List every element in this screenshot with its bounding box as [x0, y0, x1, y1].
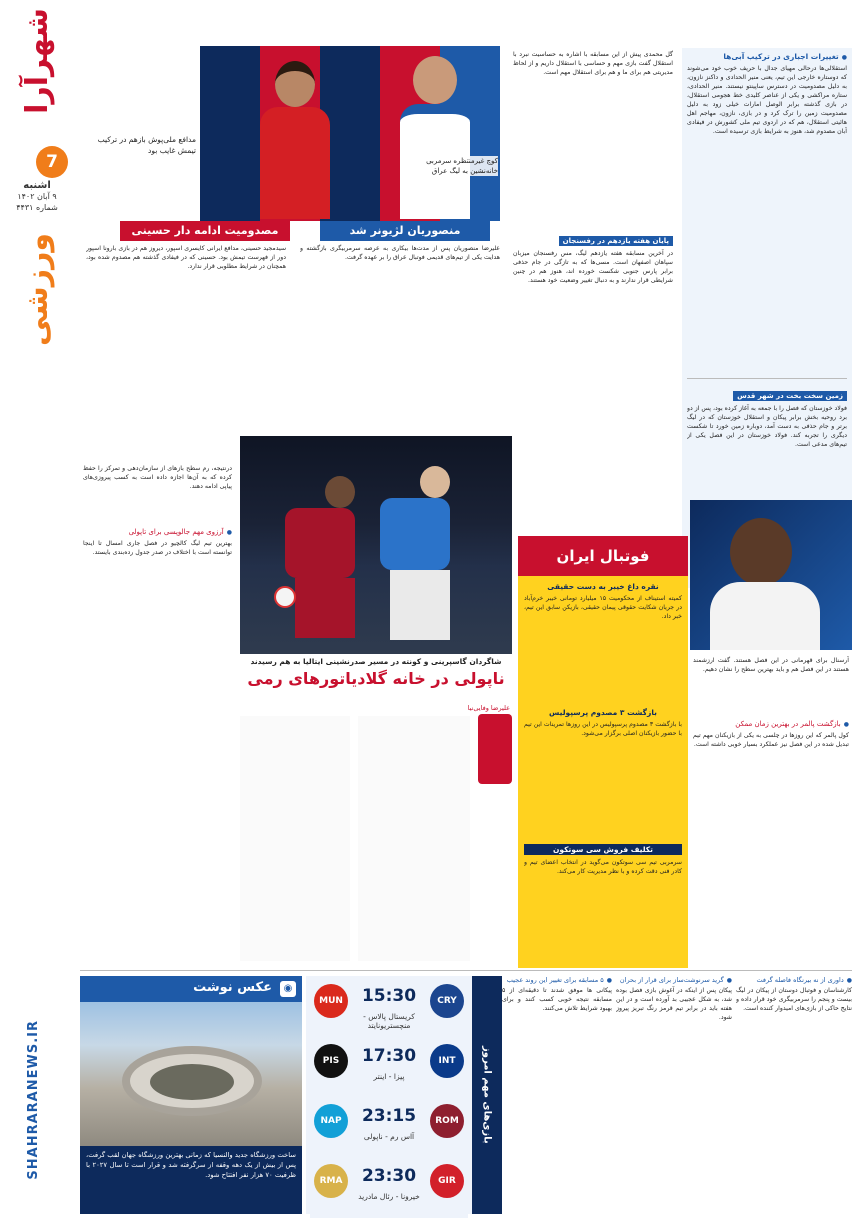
- crystal-palace-logo: CRY: [430, 984, 464, 1018]
- date-line: ۹ آبان ۱۴۰۲: [17, 192, 57, 201]
- roma-logo: ROM: [430, 1104, 464, 1138]
- col2-top: [510, 48, 676, 448]
- iran-h1: نقره داغ خیبر به دست حقیقی: [547, 582, 659, 591]
- article-top-right: علیرضا منصوریان پس از مدت‌ها بیکاری به عرصه سرمربیگری بازگشته و هدایت یکی از تیم‌های قدیمی فوتبال عراق را بر عهده گرفت.: [300, 245, 500, 261]
- main-label: شاگردان گاسپرینی و کونته در مسیر صدرنشینی ایتالیا به هم رسیدند: [250, 657, 502, 666]
- col2-heading-1: پایان هفته یازدهم در رفسنجان: [559, 236, 673, 246]
- col1-heading-2: زمین سخت بخت در شهر قدس: [733, 391, 847, 401]
- photo-news-caption: ساخت ورزشگاه جدید والنسیا که زمانی بهترین ورزشگاه جهان لقب گرفت، پس از بیش از یک دهه وقفه از سرگرفته شد و قرار است تا سال ۲۰۲۷ با ظرفیت ۷۰ هزار نفر افتتاح شود.: [80, 1146, 302, 1214]
- fixture-4[interactable]: [310, 1156, 468, 1218]
- small-article-3: [502, 976, 612, 1214]
- main-headline: ناپولی در خانه گلادیاتورهای رمی: [247, 669, 505, 688]
- small-article-2-body: پیکان پس از اینکه در آغوش بازی فصل بوده شد، به شکل عجیبی بد آورده است و در این هفته باید در برابر تیم قرمز رنگ تبریز پیروز شود.: [616, 987, 732, 1021]
- headline-right: منصوریان لژیونر شد: [320, 221, 490, 241]
- issue-line: شماره ۴۴۳۱: [16, 203, 58, 212]
- fixture-1-time: 15:30: [361, 986, 417, 1006]
- fixture-2-teams: پیزا - اینتر: [373, 1072, 405, 1081]
- byline: علیرضا وفایی‌نیا: [467, 704, 510, 712]
- iran-h2: بازگشت ۳ مصدوم پرسپولیس: [549, 708, 657, 717]
- person-right: [400, 56, 470, 221]
- day: اشنبه: [23, 180, 51, 191]
- ball: [274, 586, 296, 608]
- iran-box: [518, 536, 688, 968]
- hero-top-photo: [200, 46, 500, 221]
- main-photo-caption: [240, 656, 512, 700]
- real-madrid-logo: RMA: [314, 1164, 348, 1198]
- stadium-photo: [80, 1002, 302, 1146]
- iran-box-title: فوتبال ایران: [518, 536, 688, 576]
- article-top-left: سیدمجید حسینی، مدافع ایرانی کایسری اسپور، دیروز هم در بازی بارونا اسپور دور از فهرست تیمش بود. حسینی که در فیفادی گذشته هم مصدوم شده بود، همچنان در شرایط مطلوبی قرار ندارد.: [86, 245, 286, 270]
- label-left: مدافع ملی‌پوش بازهم در ترکیب تیمش غایب بود: [97, 135, 196, 155]
- masthead: [0, 0, 74, 1220]
- fixture-3-time: 23:15: [361, 1106, 417, 1126]
- col1-paragraph-2: فولاد خوزستان که فصل را با جمعه به آغاز کرده بود، پس از دو برد روحیه بخش برابر پیکان و استقلال خوزستان که در لیگ برتر و جام حذفی به دست آمد، دوباره زمین خورد تا شکست دیگری را تجربه کند. فولاد خوزستان در این فصل یکی از تیم‌های مدعی است.: [687, 405, 847, 448]
- main-photo: [240, 436, 512, 654]
- right-mid-p1: آرسنال برای قهرمانی در این فصل هستند. گفت ارزشمند هستند در این فصل هم و باید بهترین سطح را نشان دهیم.: [693, 657, 849, 673]
- fixture-2-time: 17:30: [361, 1046, 417, 1066]
- small-article-3-body: پیکانی ها موفق شدند تا دقیقه‌ای از ۵ مسابقه نتیجه خوبی کسب کنند و برای بهبود شرایط تلاش می‌کنند.: [502, 987, 612, 1012]
- website-url[interactable]: SHAHRARANEWS.IR: [25, 1020, 41, 1180]
- napoli-body-right: [358, 716, 470, 961]
- napoli-body-left: [240, 716, 350, 961]
- col1-paragraph-1: استقلالی‌ها درحالی مهیای جدال با حریف خوب خود می‌شوند که دوستاره خارجی این تیم، یعنی منیر الحدادی و داکنز نازون، به دلیل مصدومیت در دسترس ساپینتو نیستند. منیر الحدادی، ستاره مراکشی و یکی از عناصر کلیدی خط هجومی استقلال، در بازی گذشته برابر الوصل امارات خیلی زود به دلیل مصدومیت زمین را ترک کرد و در بازی، نازون، مهاجم اهل هائیتی استقلال، هم که در اردوی تیم ملی کشورش در فیفادی آبان مصدوم شد، هنوز به شرایط بازی ترسیده است.: [687, 65, 847, 135]
- right-mid-heading: ● بازگشت پالمر در بهترین زمان ممکن: [693, 720, 849, 728]
- article-top: [86, 244, 506, 436]
- small-article-1: [736, 976, 852, 1214]
- section-name: ورزشی: [19, 233, 55, 347]
- fixtures-title: بازی‌های مهم امروز: [472, 976, 502, 1214]
- col2-paragraph-1: گل محمدی پیش از این مسابقه با اشاره به حساسیت نبرد با استقلال گفت بازی مهم و حساسی با استقلال داریم و از لحاظ مدیریتی هم برای ما و هم برای استقلال مهم است.: [513, 51, 673, 76]
- fixture-1[interactable]: [310, 976, 468, 1038]
- player-photo-right: [690, 500, 852, 650]
- headline-left: مصدومیت ادامه دار حسینی: [120, 221, 290, 241]
- fixture-4-time: 23:30: [361, 1166, 417, 1186]
- sport-world-tag: [478, 714, 512, 784]
- player-roma: [275, 476, 355, 646]
- brand-logo-bottom: [8, 233, 66, 347]
- col1-heading-1: ● تغییرات اجباری در ترکیب آبی‌ها: [687, 52, 847, 61]
- small-article-3-heading: ● ۵ مسابقه برای تغییر این روند عجیب: [502, 976, 612, 984]
- small-article-2-heading: ● گرید سرنوشت‌ساز برای قرار از بحران: [616, 976, 732, 984]
- right-mid-col: [690, 654, 852, 964]
- fixture-1-teams: کریستال پالاس - منچستریونایتد: [363, 1012, 415, 1030]
- right-mid-p2: کول پالمر که این روزها در چلسی به یکی از بازیکنان مهم تیم تبدیل شده در این فصل نیز عملکرد بسیار خوبی داشته است.: [693, 732, 849, 748]
- brand-name: شهرآرا: [19, 8, 55, 114]
- photo-news-title-bar: [80, 976, 302, 1002]
- issue-date: [4, 180, 70, 213]
- left-mid-col: [80, 462, 235, 962]
- iran-p1: کمیته استیناف از محکومیت ۱۵ میلیارد تومانی خیبر خرم‌آباد در جریان شکایت حقوقی پیمان حقیقی، بازیکن سابق این تیم، خبر داد.: [524, 595, 682, 620]
- left-mid-p1: درنتیجه، رم سطح بازهای از سازمان‌دهی و تمرکز را حفظ کرده که به آن‌ها اجازه داده است به کسب پیروزی‌های پیاپی ادامه دهند.: [83, 465, 232, 490]
- fixture-2[interactable]: [310, 1036, 468, 1098]
- camera-icon: ◉: [280, 981, 296, 997]
- col2-paragraph-2: در آخرین مسابقه هفته یازدهم لیگ، مس رفسنجان میزبان سپاهان اصفهان است. مسی‌ها که به تازگی در جام حذفی برابر پارس جنوبی شکست خورده اند، هنوز هم در چنین شرایطی قرار ندارند و به دنبال تغییر وضعیت خود هستند.: [513, 250, 673, 284]
- girona-logo: GIR: [430, 1164, 464, 1198]
- brand-logo-top: [4, 6, 70, 116]
- iran-p3: سرمربی تیم سی سوتکون می‌گوید در انتخاب اعضای تیم و کادر فنی دقت کرده و با نظر مدیریت کار می‌کند.: [524, 859, 682, 875]
- hero-top: [80, 46, 500, 238]
- fixtures-panel: [306, 976, 502, 1214]
- napoli-logo: NAP: [314, 1104, 348, 1138]
- fixture-4-teams: خیرونا - رئال مادرید: [358, 1192, 420, 1201]
- fixture-3-teams: آاس رم - ناپولی: [363, 1132, 415, 1141]
- fixture-3[interactable]: [310, 1096, 468, 1158]
- small-article-1-body: کارشناسان و فوتبال دوستان از پیکان در لیگ بیست و پنجم را سرمربیگری خود قرار داده و نتایج حاکی از بازی‌های امیدوار کننده است.: [736, 987, 852, 1012]
- pisa-logo: PIS: [314, 1044, 348, 1078]
- photo-news: [80, 976, 302, 1214]
- inter-logo: INT: [430, 1044, 464, 1078]
- iran-p2: با بازگشت ۳ مصدوم پرسپولیس در این روزها تمرینات این تیم با حضور بازیکنان اصلی برگزار می‌شود.: [524, 721, 682, 737]
- napoli-body: [240, 716, 472, 966]
- person-left: [260, 61, 330, 221]
- left-mid-p2: بهترین تیم لیگ کالچیو در فصل جاری امسال تا اینجا توانسته است با اختلاف در صدر جدول رده‌بندی بایستد.: [83, 540, 232, 556]
- player-napoli: [370, 466, 450, 646]
- small-article-2: [616, 976, 732, 1214]
- label-right: کوچ غیرمنتظره سرمربی خانه‌نشین به لیگ عراق: [410, 156, 498, 176]
- left-mid-heading: ● آرزوی مهم جالوپسی برای تاپولی: [83, 528, 232, 536]
- man-united-logo: MUN: [314, 984, 348, 1018]
- photo-news-title: عکس نوشت: [193, 980, 272, 995]
- page-number: 7: [36, 146, 68, 178]
- small-article-1-heading: ● داوری از نه بیرنگاه فاصله گرفت: [736, 976, 852, 984]
- iran-h3: تکلیف فروش سی سوتکون: [524, 844, 682, 855]
